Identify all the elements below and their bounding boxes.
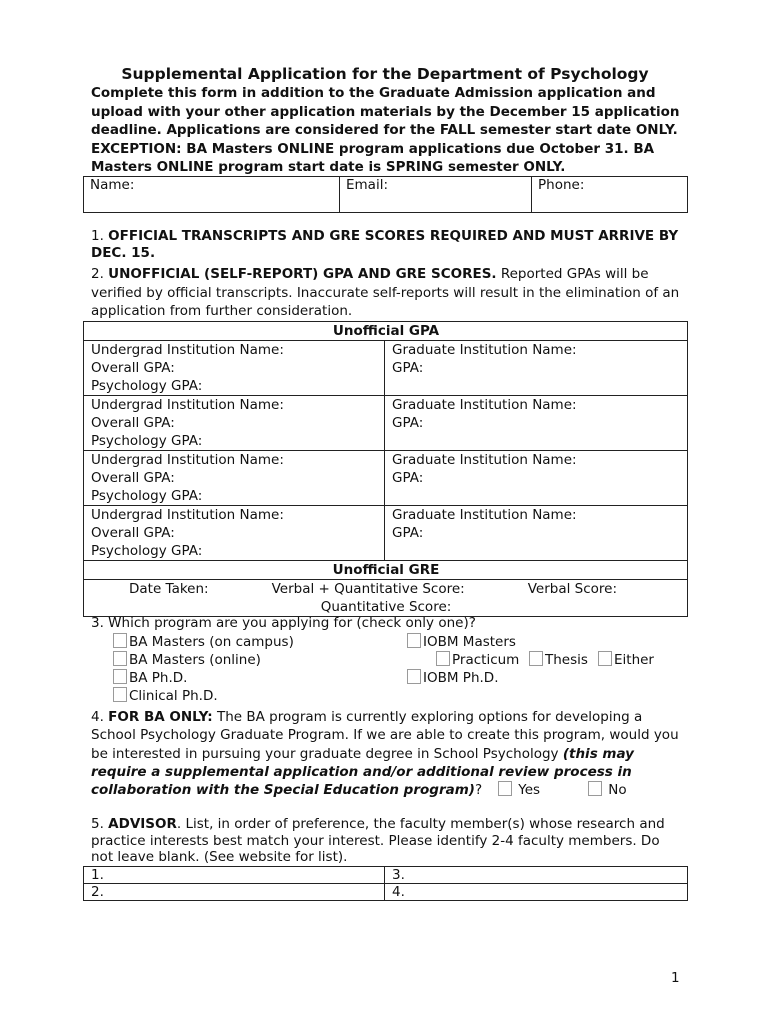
checkbox-icon[interactable] — [436, 651, 450, 666]
option-iobm-phd[interactable] — [407, 669, 498, 687]
section-4-number: 4. — [91, 709, 109, 725]
graduate-gpa-label: GPA: — [392, 360, 424, 376]
option-label: BA Masters (online) — [129, 652, 261, 668]
undergrad-cell[interactable] — [84, 396, 385, 451]
section-4-heading: FOR BA ONLY: — [108, 709, 213, 725]
option-label: BA Ph.D. — [129, 670, 188, 686]
undergrad-cell[interactable] — [84, 506, 385, 561]
page-title: Supplemental Application for the Department of Psychology — [121, 65, 649, 83]
contact-table — [83, 176, 688, 213]
option-thesis[interactable] — [529, 651, 588, 669]
intro-line: Complete this form in addition to the Graduate Admission application and — [91, 85, 656, 101]
advisor-slot-1[interactable] — [84, 867, 385, 884]
psychology-gpa-label: Psychology GPA: — [91, 488, 203, 504]
overall-gpa-label: Overall GPA: — [91, 415, 175, 431]
graduate-cell[interactable] — [385, 506, 688, 561]
email-label: Email: — [346, 177, 389, 193]
graduate-institution-label: Graduate Institution Name: — [392, 507, 577, 523]
advisor-slot-3[interactable] — [385, 867, 688, 884]
section-4-text: The BA program is currently exploring options for developing a — [212, 709, 643, 725]
checkbox-icon[interactable] — [113, 651, 127, 666]
gre-header: Unofficial GRE — [84, 561, 688, 580]
name-label: Name: — [90, 177, 135, 193]
phone-field[interactable] — [532, 177, 688, 213]
section-4-text: School Psychology Graduate Program. If we are able to create this program, would you — [91, 727, 679, 744]
undergrad-institution-label: Undergrad Institution Name: — [91, 342, 284, 358]
option-label: BA Masters (on campus) — [129, 634, 294, 650]
yes-label: Yes — [518, 782, 541, 799]
graduate-cell[interactable] — [385, 396, 688, 451]
section-5-text: not leave blank. (See website for list). — [91, 849, 348, 865]
option-either[interactable] — [598, 651, 654, 669]
psychology-gpa-label: Psychology GPA: — [91, 378, 203, 394]
section-3-question: 3. Which program are you applying for (check only one)? — [91, 615, 476, 631]
option-practicum[interactable] — [436, 651, 519, 669]
gpa-row — [84, 506, 688, 561]
option-label: Thesis — [545, 652, 588, 668]
graduate-gpa-label: GPA: — [392, 525, 424, 541]
no-option[interactable] — [588, 781, 627, 799]
undergrad-cell[interactable] — [84, 341, 385, 396]
checkbox-icon[interactable] — [588, 781, 602, 796]
section-5 — [91, 816, 691, 866]
section-4-text: be interested in pursuing your graduate degree in School Psychology — [91, 745, 563, 762]
gre-quant-label: Quantitative Score: — [320, 599, 452, 615]
graduate-cell[interactable] — [385, 451, 688, 506]
checkbox-icon[interactable] — [113, 687, 127, 702]
section-2-heading: UNOFFICIAL (SELF-REPORT) GPA AND GRE SCORES. — [108, 266, 497, 282]
undergrad-cell[interactable] — [84, 451, 385, 506]
intro-text — [91, 84, 691, 177]
advisor-slot-label: 4. — [392, 884, 405, 900]
graduate-institution-label: Graduate Institution Name: — [392, 452, 577, 468]
yes-option[interactable] — [498, 781, 540, 799]
psychology-gpa-label: Psychology GPA: — [91, 433, 203, 449]
graduate-institution-label: Graduate Institution Name: — [392, 397, 577, 413]
section-2-text: verified by official transcripts. Inaccurate self-reports will result in the elimination of an — [91, 284, 680, 301]
option-label: Either — [614, 652, 654, 668]
section-1 — [91, 228, 691, 262]
graduate-cell[interactable] — [385, 341, 688, 396]
section-2-text: application from further consideration. — [91, 303, 353, 319]
gpa-header: Unofficial GPA — [84, 322, 688, 341]
intro-line: EXCEPTION: BA Masters ONLINE program applications due October 31. BA — [91, 140, 655, 157]
section-4 — [91, 708, 691, 799]
option-label: Clinical Ph.D. — [129, 688, 218, 704]
phone-label: Phone: — [538, 177, 585, 193]
gre-verbal-label: Verbal Score: — [527, 581, 617, 597]
checkbox-icon[interactable] — [598, 651, 612, 666]
section-2-number: 2. — [91, 266, 109, 282]
option-label: IOBM Ph.D. — [423, 670, 499, 686]
undergrad-institution-label: Undergrad Institution Name: — [91, 507, 284, 523]
section-4-emphasis: collaboration with the Special Education program) — [91, 782, 475, 799]
gpa-row — [84, 341, 688, 396]
undergrad-institution-label: Undergrad Institution Name: — [91, 397, 284, 413]
advisor-table — [83, 866, 688, 901]
graduate-institution-label: Graduate Institution Name: — [392, 342, 577, 358]
option-iobm-masters[interactable] — [407, 633, 516, 651]
gre-cell[interactable] — [84, 580, 688, 617]
checkbox-icon[interactable] — [407, 633, 421, 648]
undergrad-institution-label: Undergrad Institution Name: — [91, 452, 284, 468]
graduate-gpa-label: GPA: — [392, 415, 424, 431]
section-2-text: Reported GPAs will be — [496, 266, 649, 282]
no-label: No — [608, 782, 627, 799]
section-1-text: OFFICIAL TRANSCRIPTS AND GRE SCORES REQUIRED AND MUST ARRIVE BY DEC. 15. — [91, 228, 679, 261]
section-1-number: 1. — [91, 228, 109, 244]
gpa-row — [84, 451, 688, 506]
gpa-table — [83, 321, 688, 617]
checkbox-icon[interactable] — [498, 781, 512, 796]
gpa-row — [84, 396, 688, 451]
overall-gpa-label: Overall GPA: — [91, 360, 175, 376]
advisor-slot-label: 3. — [392, 867, 405, 883]
section-5-text: . List, in order of preference, the faculty member(s) whose research and — [176, 816, 665, 832]
advisor-slot-4[interactable] — [385, 884, 688, 901]
section-5-number: 5. — [91, 816, 109, 832]
intro-line: deadline. Applications are considered for the FALL semester start date ONLY. — [91, 122, 678, 138]
intro-line: Masters ONLINE program start date is SPRING semester ONLY. — [91, 159, 566, 175]
gre-date-label: Date Taken: — [129, 581, 209, 597]
section-4-emphasis: (this may — [562, 745, 634, 762]
psychology-gpa-label: Psychology GPA: — [91, 543, 203, 559]
overall-gpa-label: Overall GPA: — [91, 525, 175, 541]
gre-verbal-quant-label: Verbal + Quantitative Score: — [271, 581, 465, 597]
option-ba-masters-campus[interactable] — [113, 633, 294, 651]
checkbox-icon[interactable] — [529, 651, 543, 666]
section-4-question-mark: ? — [474, 782, 483, 799]
advisor-slot-label: 2. — [91, 884, 104, 900]
option-ba-phd[interactable] — [113, 669, 187, 687]
option-clinical-phd[interactable] — [113, 687, 218, 705]
graduate-gpa-label: GPA: — [392, 470, 424, 486]
section-2 — [91, 265, 691, 321]
email-field[interactable] — [340, 177, 532, 213]
intro-line: upload with your other application materials by the December 15 application — [91, 103, 680, 120]
overall-gpa-label: Overall GPA: — [91, 470, 175, 486]
section-5-text: practice interests best match your interest. Please identify 2-4 faculty members. Do — [91, 832, 660, 849]
section-5-heading: ADVISOR — [108, 816, 177, 832]
option-ba-masters-online[interactable] — [113, 651, 261, 669]
page-number: 1 — [671, 970, 680, 986]
name-field[interactable] — [84, 177, 340, 213]
option-label: Practicum — [452, 652, 520, 668]
advisor-slot-2[interactable] — [84, 884, 385, 901]
advisor-slot-label: 1. — [91, 867, 104, 883]
checkbox-icon[interactable] — [407, 669, 421, 684]
section-4-emphasis: require a supplemental application and/or additional review process in — [91, 763, 632, 780]
option-label: IOBM Masters — [423, 634, 516, 650]
checkbox-icon[interactable] — [113, 669, 127, 684]
checkbox-icon[interactable] — [113, 633, 127, 648]
